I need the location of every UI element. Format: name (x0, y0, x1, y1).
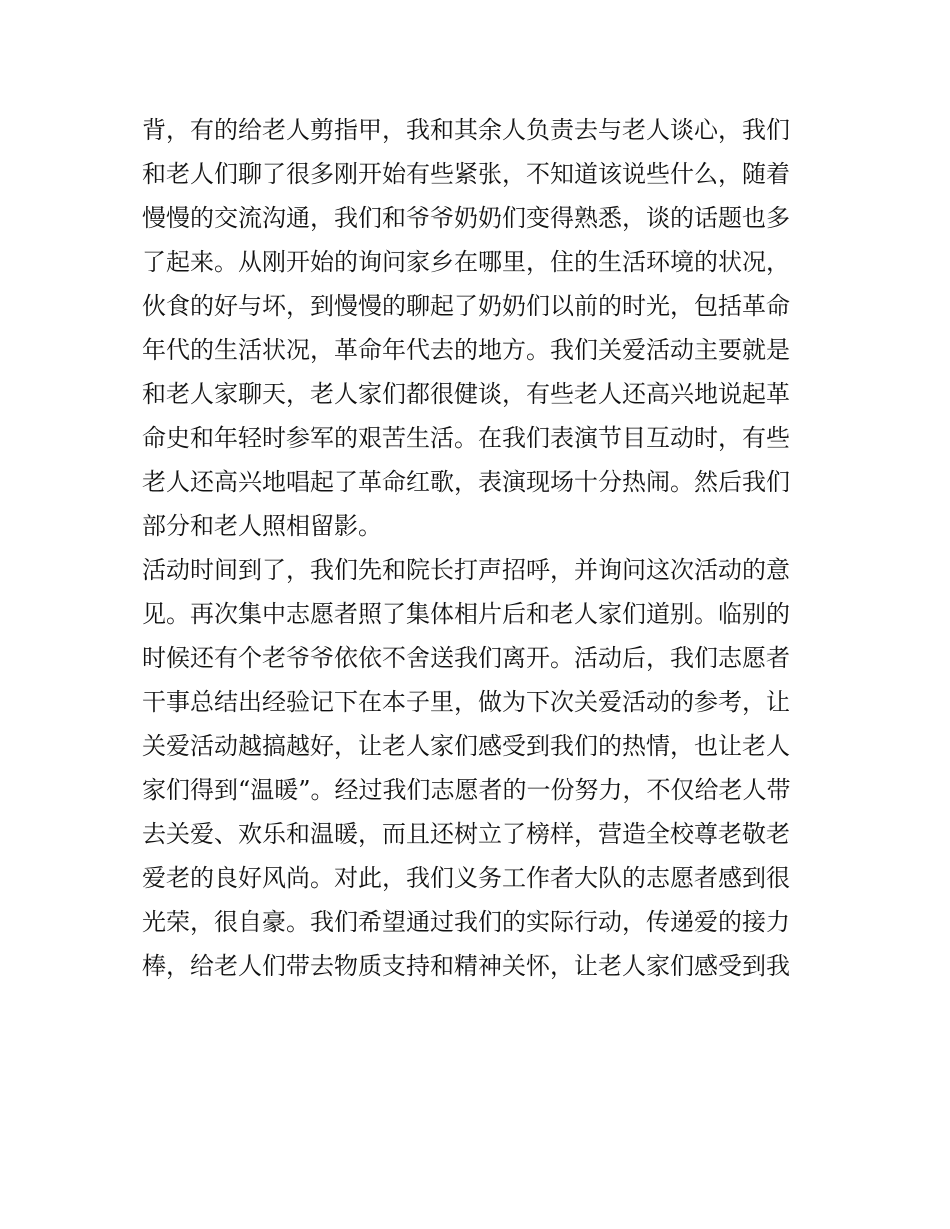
text-line: 部分和老人照相留影。 (142, 512, 382, 540)
text-line: 爱老的良好风尚。对此，我们义务工作者大队的志愿者感到很 (142, 864, 790, 892)
text-line: 慢慢的交流沟通，我们和爷爷奶奶们变得熟悉，谈的话题也多 (142, 204, 790, 232)
text-line: 家们得到“温暖”。经过我们志愿者的一份努力，不仅给老人带 (142, 776, 791, 804)
text-line: 老人还高兴地唱起了革命红歌，表演现场十分热闹。然后我们 (142, 468, 790, 496)
text-line: 活动时间到了，我们先和院长打声招呼，并询问这次活动的意 (142, 556, 790, 584)
body-text (142, 108, 812, 988)
text-line: 棒，给老人们带去物质支持和精神关怀，让老人家们感受到我 (142, 952, 790, 980)
text-line: 关爱活动越搞越好，让老人家们感受到我们的热情，也让老人 (142, 732, 790, 760)
text-line: 伙食的好与坏，到慢慢的聊起了奶奶们以前的时光，包括革命 (142, 292, 790, 320)
text-line: 背，有的给老人剪指甲，我和其余人负责去与老人谈心，我们 (142, 116, 790, 144)
text-line: 去关爱、欢乐和温暖，而且还树立了榜样，营造全校尊老敬老 (142, 820, 790, 848)
text-line: 光荣，很自豪。我们希望通过我们的实际行动，传递爱的接力 (142, 908, 790, 936)
text-line: 命史和年轻时参军的艰苦生活。在我们表演节目互动时，有些 (142, 424, 790, 452)
text-line: 见。再次集中志愿者照了集体相片后和老人家们道别。临别的 (142, 600, 790, 628)
text-line: 了起来。从刚开始的询问家乡在哪里，住的生活环境的状况， (142, 248, 790, 276)
text-line: 和老人们聊了很多刚开始有些紧张，不知道该说些什么，随着 (142, 160, 790, 188)
text-line: 年代的生活状况，革命年代去的地方。我们关爱活动主要就是 (142, 336, 790, 364)
text-line: 和老人家聊天，老人家们都很健谈，有些老人还高兴地说起革 (142, 380, 790, 408)
text-line: 时候还有个老爷爷依依不舍送我们离开。活动后，我们志愿者 (142, 644, 790, 672)
text-line: 干事总结出经验记下在本子里，做为下次关爱活动的参考，让 (142, 688, 790, 716)
